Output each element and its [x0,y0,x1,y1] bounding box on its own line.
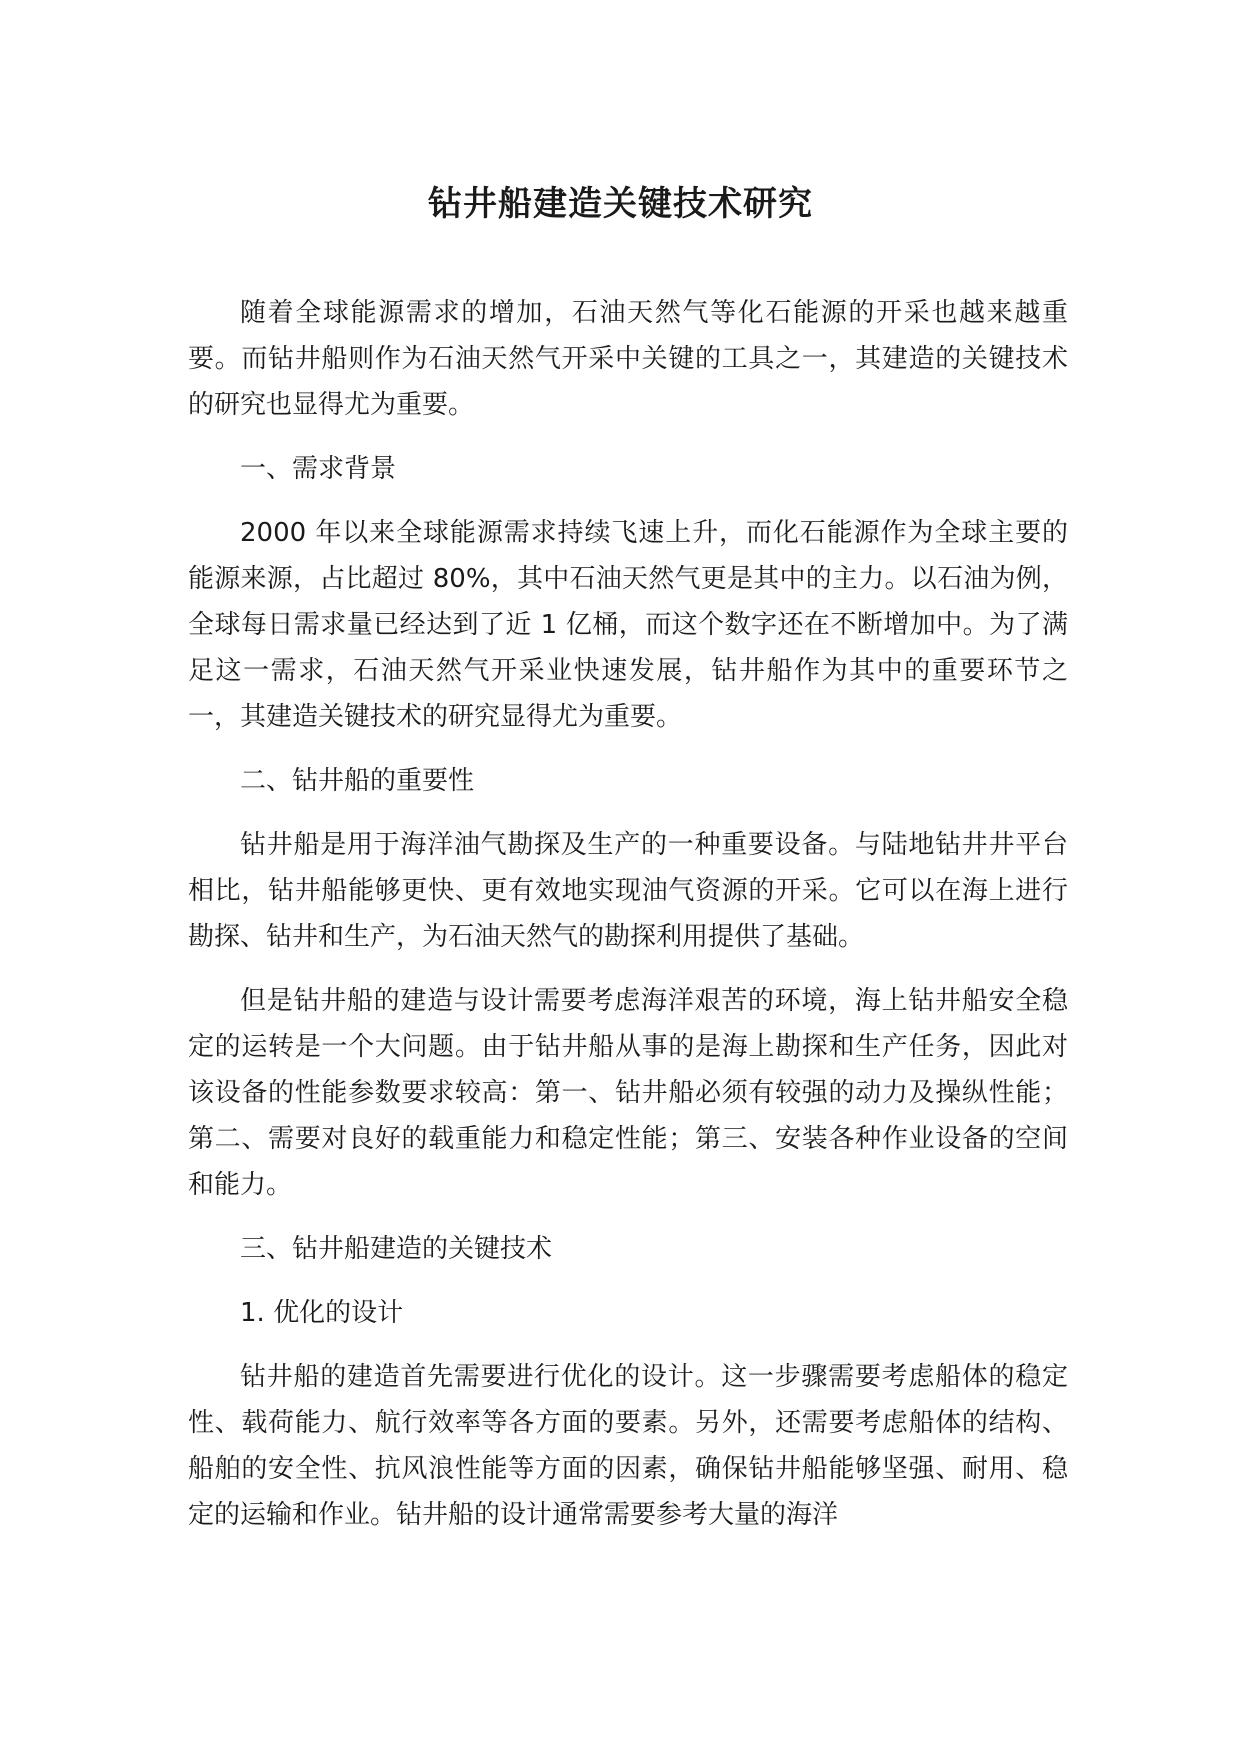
section-heading-key-technologies: 三、钻井船建造的关键技术 [240,1234,553,1264]
document-title: 钻井船建造关键技术研究 [428,184,813,224]
importance-paragraph-1: 钻井船是用于海洋油气勘探及生产的一种重要设备。与陆地钻井井平台相比，钻井船能够更快、更有效地实现油气资源的开采。它可以在海上进行勘探、钻井和生产，为石油天然气的勘探利用提供了基础。 [188,830,1068,952]
section-heading-importance: 二、钻井船的重要性 [240,766,475,796]
subsection-heading-optimized-design: 1. 优化的设计 [240,1298,404,1328]
document-body [188,290,1068,1556]
section-heading-demand-background: 一、需求背景 [240,454,397,484]
intro-paragraph: 随着全球能源需求的增加，石油天然气等化石能源的开采也越来越重要。而钻井船则作为石油天然气开采中关键的工具之一，其建造的关键技术的研究也显得尤为重要。 [188,298,1068,420]
importance-paragraph-2: 但是钻井船的建造与设计需要考虑海洋艰苦的环境，海上钻井船安全稳定的运转是一个大问题。由于钻井船从事的是海上勘探和生产任务，因此对该设备的性能参数要求较高：第一、钻井船必须有较强的动力及操纵性能；第二、需要对良好的载重能力和稳定性能；第三、安装各种作业设备的空间和能力。 [188,986,1068,1200]
demand-background-paragraph: 2000 年以来全球能源需求持续飞速上升，而化石能源作为全球主要的能源来源，占比超过 80%，其中石油天然气更是其中的主力。以石油为例，全球每日需求量已经达到了近 1 亿桶，而这个数字还在不断增加中。为了满足这一需求，石油天然气开采业快速发展，钻井船作为其中的重要环节之一，其建造关键技术的研究显得尤为重要。 [188,518,1068,732]
optimized-design-paragraph: 钻井船的建造首先需要进行优化的设计。这一步骤需要考虑船体的稳定性、载荷能力、航行效率等各方面的要素。另外，还需要考虑船体的结构、船舶的安全性、抗风浪性能等方面的因素，确保钻井船能够坚强、耐用、稳定的运输和作业。钻井船的设计通常需要参考大量的海洋 [188,1362,1068,1530]
